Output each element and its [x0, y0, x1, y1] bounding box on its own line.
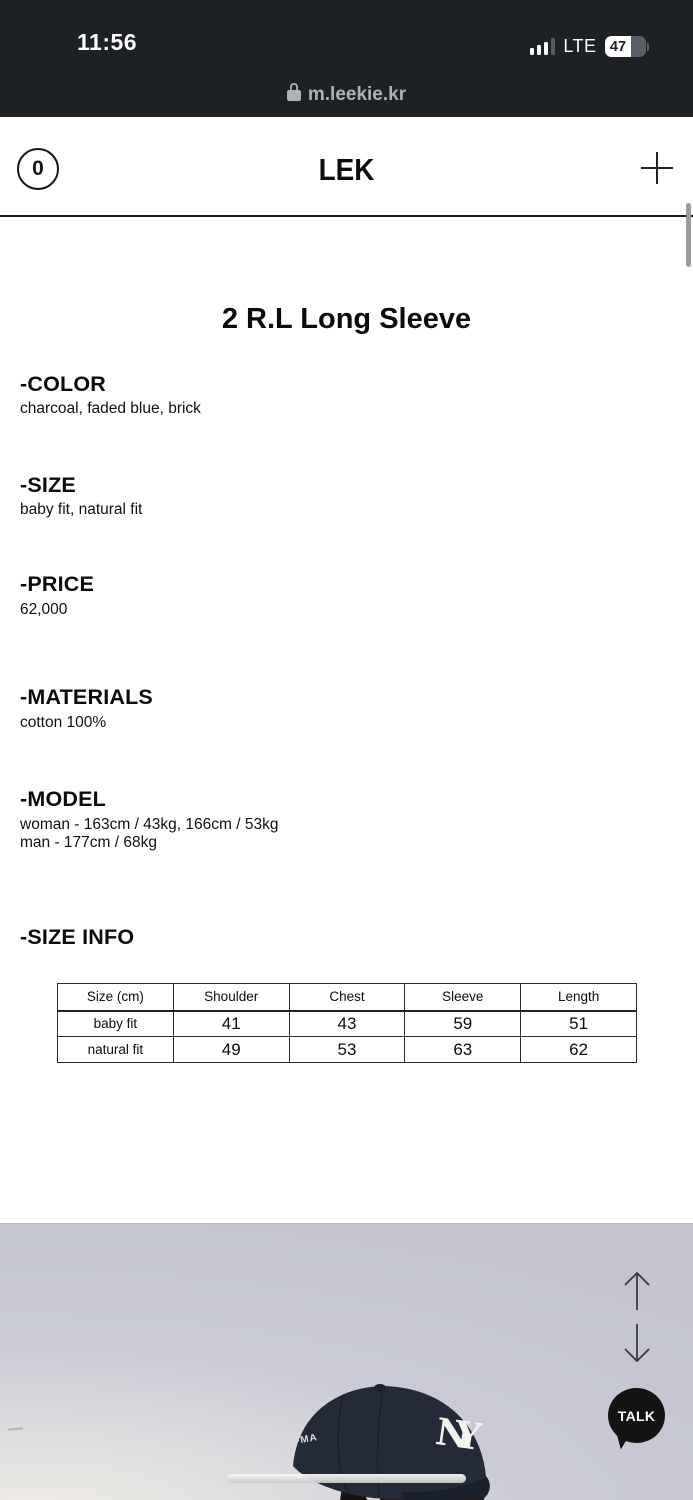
- network-type-label: LTE: [563, 36, 597, 56]
- col-header: Size (cm): [58, 984, 174, 1011]
- battery-icon: [605, 36, 650, 57]
- row-label: natural fit: [58, 1037, 174, 1063]
- color-heading: -COLOR: [20, 372, 106, 396]
- size-value: baby fit, natural fit: [20, 501, 143, 518]
- cell: 43: [289, 1011, 405, 1037]
- size-info-table: [57, 983, 637, 1063]
- product-photo: [0, 1223, 693, 1500]
- product-title: 2 R.L Long Sleeve: [221, 303, 472, 335]
- row-label: baby fit: [58, 1011, 174, 1037]
- table-row: [58, 1011, 637, 1037]
- model-heading: -MODEL: [20, 787, 106, 811]
- cap-side-text: -MA: [295, 1432, 319, 1447]
- clock: 11:56: [77, 29, 138, 55]
- cell: 59: [405, 1011, 521, 1037]
- arrow-down-icon: [619, 1320, 655, 1366]
- table-header-row: [58, 984, 637, 1011]
- cell: 49: [173, 1037, 289, 1063]
- cell: 62: [521, 1037, 637, 1063]
- menu-open-button[interactable]: [639, 150, 675, 186]
- cell: 63: [405, 1037, 521, 1063]
- talk-label: TALK: [617, 1407, 656, 1424]
- scroll-to-top-button[interactable]: [619, 1268, 655, 1314]
- price-value: 62,000: [20, 601, 68, 618]
- cell: 53: [289, 1037, 405, 1063]
- site-logo[interactable]: LEK: [318, 152, 375, 187]
- horizontal-scrollbar[interactable]: [227, 1474, 466, 1483]
- col-header: Chest: [289, 984, 405, 1011]
- scroll-to-bottom-button[interactable]: [619, 1320, 655, 1366]
- cell: 51: [521, 1011, 637, 1037]
- materials-value: cotton 100%: [20, 714, 107, 731]
- color-value: charcoal, faded blue, brick: [20, 400, 201, 417]
- cell: 41: [173, 1011, 289, 1037]
- address-bar[interactable]: [0, 83, 693, 107]
- url-text: m.leekie.kr: [307, 84, 407, 105]
- price-heading: -PRICE: [20, 572, 95, 596]
- col-header: Sleeve: [405, 984, 521, 1011]
- kakao-talk-button[interactable]: [608, 1388, 668, 1450]
- speech-bubble-icon: [608, 1388, 665, 1443]
- model-line-man: man - 177cm / 68kg: [20, 834, 157, 851]
- vertical-scrollbar[interactable]: [686, 203, 691, 267]
- col-header: Length: [521, 984, 637, 1011]
- materials-heading: -MATERIALS: [20, 685, 153, 709]
- status-bar: [0, 0, 693, 117]
- battery-percent: 47: [609, 38, 627, 55]
- site-header: [0, 117, 693, 217]
- cap-ny-logo: NY: [432, 1409, 470, 1457]
- cart-count: 0: [32, 157, 44, 180]
- signal-strength-icon: [530, 38, 556, 55]
- arrow-up-icon: [619, 1268, 655, 1314]
- model-line-woman: woman - 163cm / 43kg, 166cm / 53kg: [20, 816, 279, 833]
- col-header: Shoulder: [173, 984, 289, 1011]
- status-icons: [530, 36, 649, 57]
- photo-artifact: [8, 1427, 23, 1430]
- lock-icon: [287, 83, 301, 107]
- size-info-heading: -SIZE INFO: [20, 925, 135, 949]
- table-row: [58, 1037, 637, 1063]
- size-heading: -SIZE: [20, 473, 76, 497]
- plus-icon: [639, 150, 675, 186]
